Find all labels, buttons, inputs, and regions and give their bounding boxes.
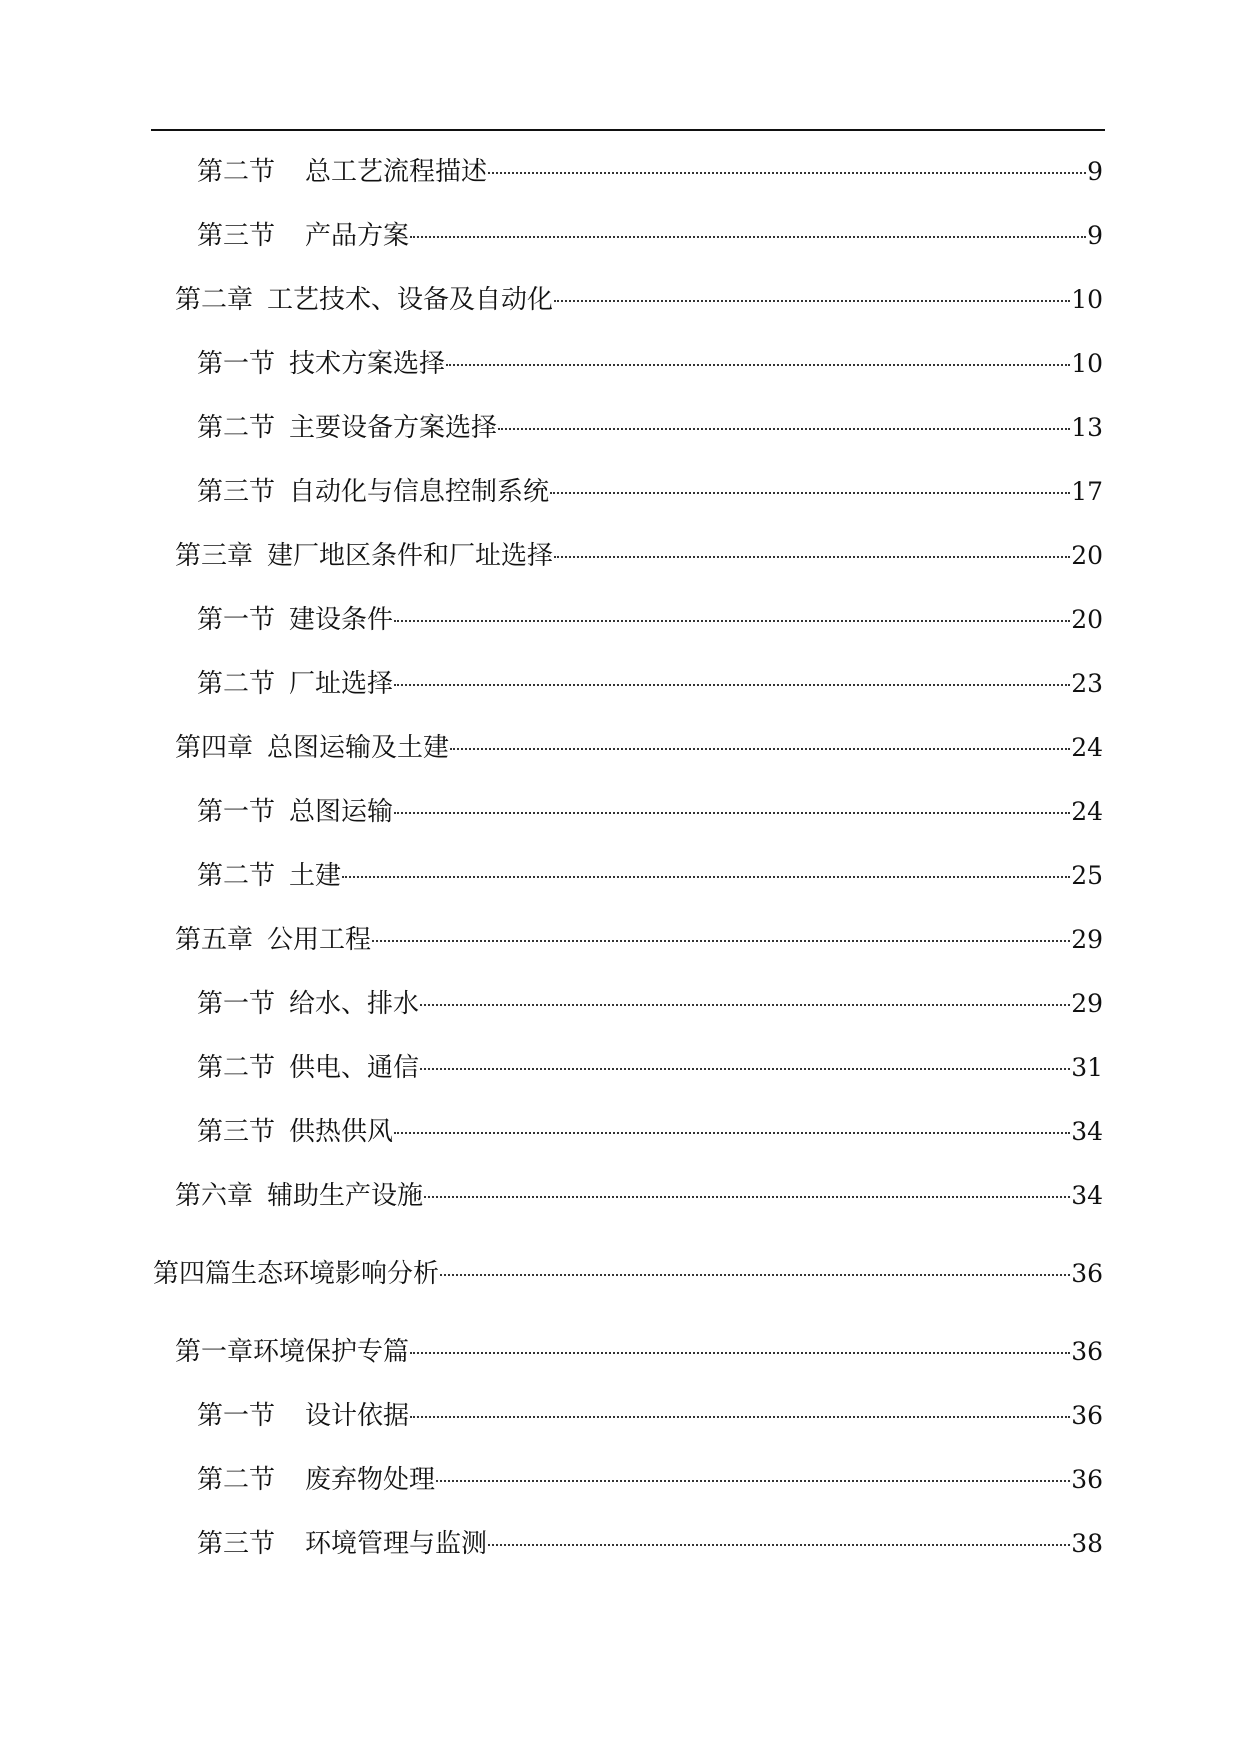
toc-page-number: 36 xyxy=(1071,1259,1103,1288)
toc-entry-title: 建厂地区条件和厂址选择 xyxy=(267,541,554,571)
toc-dot-leader xyxy=(394,684,1070,686)
toc-entry-label xyxy=(197,1524,487,1564)
toc-entry-label xyxy=(197,984,419,1024)
toc-entry-number: 第三节 xyxy=(197,1117,276,1147)
toc-entry-title: 总工艺流程描述 xyxy=(305,157,488,187)
toc-entry-label xyxy=(197,1460,435,1500)
toc-entry[interactable] xyxy=(175,1176,1103,1216)
toc-entry-number: 第二节 xyxy=(197,413,276,443)
toc-entry-label xyxy=(197,216,409,256)
toc-entry[interactable] xyxy=(197,1396,1103,1436)
toc-entry-label xyxy=(197,1048,419,1088)
toc-page-number: 17 xyxy=(1071,477,1103,506)
toc-entry-number: 第四篇 xyxy=(153,1259,232,1289)
toc-page-number: 25 xyxy=(1071,861,1103,890)
toc-entry[interactable] xyxy=(175,920,1103,960)
toc-entry-title: 技术方案选择 xyxy=(289,349,446,379)
toc-entry-number: 第一节 xyxy=(197,989,276,1019)
toc-entry-title: 环境管理与监测 xyxy=(305,1529,488,1559)
toc-dot-leader xyxy=(498,428,1070,430)
toc-page-number: 10 xyxy=(1071,285,1103,314)
toc-entry-label xyxy=(175,728,449,768)
toc-page-number: 24 xyxy=(1071,733,1103,762)
toc-entry[interactable] xyxy=(175,1332,1103,1372)
toc-page-number: 13 xyxy=(1071,413,1103,442)
toc-entry-label xyxy=(197,792,393,832)
toc-entry-number: 第一节 xyxy=(197,605,276,635)
toc-page-number: 20 xyxy=(1071,541,1103,570)
toc-entry[interactable] xyxy=(197,792,1103,832)
toc-entry[interactable] xyxy=(197,1112,1103,1152)
toc-entry-number: 第二节 xyxy=(197,1465,276,1495)
toc-entry-label xyxy=(197,664,393,704)
toc-entry[interactable] xyxy=(197,984,1103,1024)
toc-entry-number: 第二节 xyxy=(197,861,276,891)
toc-dot-leader xyxy=(554,556,1070,558)
toc-dot-leader xyxy=(488,1544,1070,1546)
toc-dot-leader xyxy=(420,1068,1070,1070)
toc-page-number: 20 xyxy=(1071,605,1103,634)
toc-dot-leader xyxy=(488,172,1086,174)
toc-dot-leader xyxy=(420,1004,1070,1006)
toc-entry[interactable] xyxy=(175,280,1103,320)
toc-page-number: 38 xyxy=(1071,1529,1103,1558)
toc-page-number: 36 xyxy=(1071,1337,1103,1366)
toc-entry-number: 第三节 xyxy=(197,221,276,251)
toc-entry-title: 厂址选择 xyxy=(289,669,394,699)
toc-entry-title: 供电、通信 xyxy=(289,1053,420,1083)
toc-entry-number: 第四章 xyxy=(175,733,254,763)
toc-entry-number: 第一节 xyxy=(197,797,276,827)
toc-entry-label xyxy=(197,1396,409,1436)
toc-entry-number: 第二节 xyxy=(197,1053,276,1083)
toc-entry-label xyxy=(175,920,371,960)
toc-entry[interactable] xyxy=(197,472,1103,512)
toc-entry-title: 主要设备方案选择 xyxy=(289,413,498,443)
toc-entry-number: 第二节 xyxy=(197,669,276,699)
toc-entry-number: 第三节 xyxy=(197,477,276,507)
toc-dot-leader xyxy=(410,1352,1070,1354)
toc-entry-label xyxy=(197,152,487,192)
toc-dot-leader xyxy=(446,364,1070,366)
toc-entry-title: 生态环境影响分析 xyxy=(231,1259,440,1289)
toc-entry-label xyxy=(175,536,553,576)
toc-entry[interactable] xyxy=(175,536,1103,576)
toc-entry-number: 第六章 xyxy=(175,1181,254,1211)
toc-dot-leader xyxy=(410,236,1086,238)
toc-entry-title: 工艺技术、设备及自动化 xyxy=(267,285,554,315)
toc-page-number: 9 xyxy=(1087,221,1103,250)
toc-page-number: 9 xyxy=(1087,157,1103,186)
toc-entry-label xyxy=(197,600,393,640)
toc-dot-leader xyxy=(450,748,1070,750)
toc-dot-leader xyxy=(394,812,1070,814)
toc-entry[interactable] xyxy=(197,216,1103,256)
toc-entry-title: 产品方案 xyxy=(305,221,410,251)
toc-entry[interactable] xyxy=(175,728,1103,768)
toc-entry-title: 建设条件 xyxy=(289,605,394,635)
toc-entry-title: 公用工程 xyxy=(267,925,372,955)
toc-dot-leader xyxy=(372,940,1070,942)
toc-entry[interactable] xyxy=(197,856,1103,896)
toc-page-number: 36 xyxy=(1071,1401,1103,1430)
toc-page-number: 34 xyxy=(1071,1117,1103,1146)
toc-entry[interactable] xyxy=(197,1524,1103,1564)
toc-entry-label xyxy=(197,344,445,384)
toc-entry[interactable] xyxy=(197,600,1103,640)
toc-page-number: 31 xyxy=(1071,1053,1103,1082)
toc-entry[interactable] xyxy=(197,664,1103,704)
toc-entry-number: 第三章 xyxy=(175,541,254,571)
toc-entry-label xyxy=(197,408,497,448)
toc-entry-title: 废弃物处理 xyxy=(305,1465,436,1495)
toc-entry-title: 总图运输及土建 xyxy=(267,733,450,763)
toc-entry-title: 设计依据 xyxy=(305,1401,410,1431)
toc-entry-number: 第一节 xyxy=(197,1401,276,1431)
toc-entry[interactable] xyxy=(197,408,1103,448)
toc-entry-label xyxy=(175,1176,423,1216)
toc-entry[interactable] xyxy=(153,1254,1103,1294)
toc-page-number: 10 xyxy=(1071,349,1103,378)
toc-entry-number: 第二节 xyxy=(197,157,276,187)
toc-entry[interactable] xyxy=(197,344,1103,384)
toc-entry-label xyxy=(197,472,549,512)
toc-page-number: 29 xyxy=(1071,925,1103,954)
toc-dot-leader xyxy=(440,1274,1070,1276)
toc-entry-title: 辅助生产设施 xyxy=(267,1181,424,1211)
toc-dot-leader xyxy=(394,620,1070,622)
toc-entry-title: 土建 xyxy=(289,861,342,891)
toc-entry-title: 自动化与信息控制系统 xyxy=(289,477,550,507)
toc-dot-leader xyxy=(550,492,1070,494)
toc-entry-number: 第五章 xyxy=(175,925,254,955)
toc-page-number: 34 xyxy=(1071,1181,1103,1210)
toc-entry[interactable] xyxy=(197,1460,1103,1500)
toc-entry-title: 给水、排水 xyxy=(289,989,420,1019)
toc-page-number: 29 xyxy=(1071,989,1103,1018)
toc-dot-leader xyxy=(554,300,1070,302)
toc-entry-number: 第一节 xyxy=(197,349,276,379)
toc-entry-label xyxy=(153,1254,439,1294)
toc-entry-label xyxy=(175,1332,409,1372)
toc-entry-number: 第一章 xyxy=(175,1337,254,1367)
header-rule xyxy=(151,129,1105,131)
toc-page-number: 36 xyxy=(1071,1465,1103,1494)
toc-entry-title: 总图运输 xyxy=(289,797,394,827)
toc-dot-leader xyxy=(436,1480,1070,1482)
toc-entry-title: 环境保护专篇 xyxy=(253,1337,410,1367)
toc-entry-title: 供热供风 xyxy=(289,1117,394,1147)
toc-dot-leader xyxy=(410,1416,1070,1418)
toc-dot-leader xyxy=(424,1196,1070,1198)
toc-entry-label xyxy=(175,280,553,320)
toc-entry-number: 第二章 xyxy=(175,285,254,315)
toc-entry[interactable] xyxy=(197,1048,1103,1088)
toc-page-number: 24 xyxy=(1071,797,1103,826)
toc-entry-number: 第三节 xyxy=(197,1529,276,1559)
toc-entry[interactable] xyxy=(197,152,1103,192)
toc-dot-leader xyxy=(394,1132,1070,1134)
toc-entry-label xyxy=(197,856,341,896)
toc-entry-label xyxy=(197,1112,393,1152)
toc-page-number: 23 xyxy=(1071,669,1103,698)
toc-dot-leader xyxy=(342,876,1070,878)
